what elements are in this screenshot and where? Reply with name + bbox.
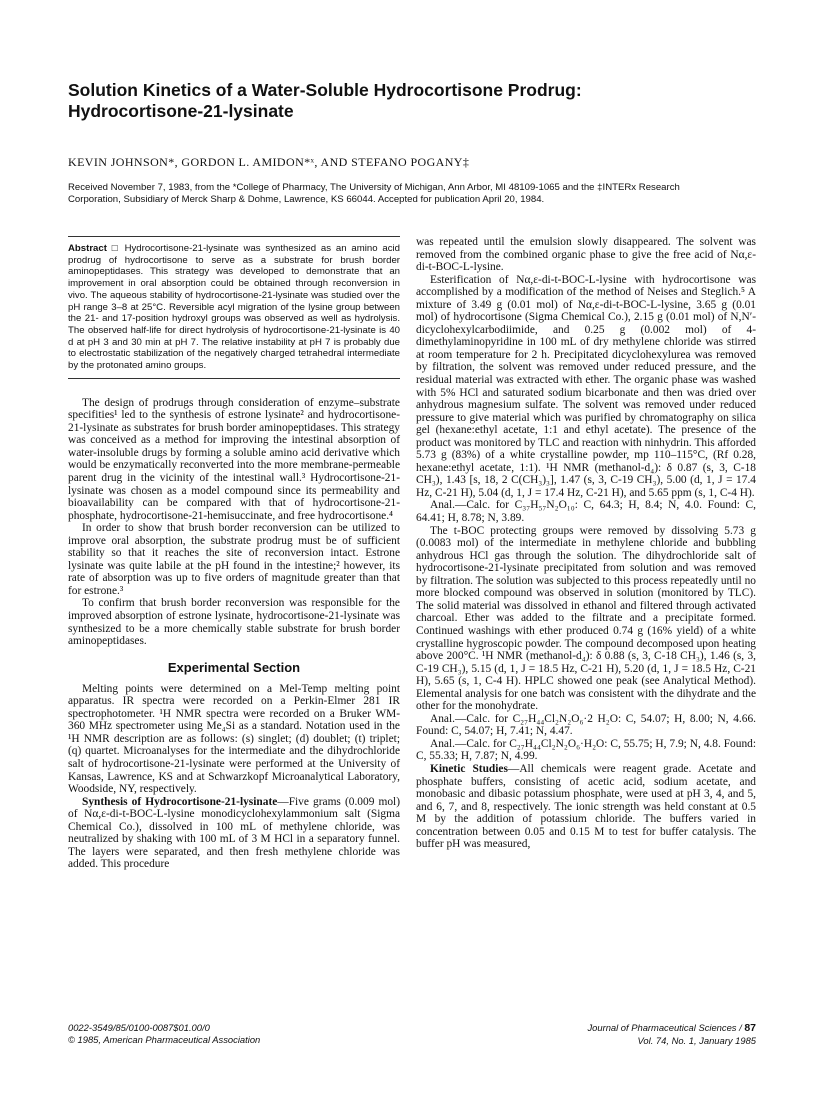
intro-paragraph: The design of prodrugs through consideration of enzyme–substrate specifities¹ led to the synthesis of estrone lysinate² and hydrocortisone-21-lysinate as substrates for brush border aminopeptidases. This strategy was conceived as a method for improving the intestinal absorption of water-insoluble drugs by forming a soluble amino acid derivative which would be enzymatically reconverted into the more membrane-permeable parent drug in the vicinity of the intestinal wall.³ Hydrocortisone-21-lysinate was chosen as a model compound since its permeability and bioavailability can be compared with that of hydrocortisone-21-phosphate, hydrocortisone-21-hemisuccinate, and free hydrocortisone.⁴ [68,396,400,522]
journal-volume: Vol. 74, No. 1, January 1985 [637,1034,756,1046]
introduction [68,397,400,648]
paper-title: Solution Kinetics of a Water-Soluble Hydrocortisone Prodrug: Hydrocortisone-21-lysinate [68,80,582,121]
kinetic-heading: Kinetic Studies [430,762,508,775]
experimental-paragraph: Melting points were determined on a Mel-Temp melting point apparatus. IR spectra were recorded on a Perkin-Elmer 281 IR spectrophotometer. ¹H NMR spectra were recorded on a Bruker WM-360 MHz spectrometer using Me₄Si as a standard. Notation used in the ¹H NMR description are as follows: (s) singlet; (d) doublet; (t) triplet; (q) quartet. Microanalyses for the intermediate and the dihydrochloride salt of hydrocortisone-21-lysinate were performed at the University of Kansas, Lawrence, KS and at Schwarzkopf Microanalytical Laboratory, Woodside, NY, respectively. [68,682,400,796]
received-line-1: Received November 7, 1983, from the *College of Pharmacy, The University of Michigan, Ann Arbor, MI 48109-1065 and the ‡INTERx Research [68,182,680,193]
intro-paragraph: In order to show that brush border reconversion can be utilized to improve oral absorption, the substrate prodrug must be of sufficient stability so that it reaches the site of reconversion intact. Estrone lysinate was quite labile at the pH found in the intestine;² however, its rate of absorption was up to five orders of magnitude greater than that for estrone.³ [68,522,400,597]
left-column [68,236,400,871]
abstract-top-rule [68,236,400,237]
analysis-paragraph: Anal.—Calc. for C₃₇H₅₇N₂O₁₀: C, 64.3; H, 8.4; N, 4.0. Found: C, 64.41; H, 8.78; N, 3.89. [416,499,756,525]
author-list: KEVIN JOHNSON*, GORDON L. AMIDON*ˣ, AND STEFANO POGANY‡ [68,155,470,169]
body-paragraph: Esterification of Nα,ε-di-t-BOC-L-lysine with hydrocortisone was accomplished by a modification of the method of Neises and Steglich.⁵ A mixture of 3.49 g (0.01 mol) of Nα,ε-di-t-BOC-L-lysine, 3.65 g (0.01 mol) of hydrocortisone (Sigma Chemical Co.), 2.15 g (0.01 mol) of N,N′-dicyclohexylcarbodiimide, and 0.25 g (0.002 mol) of 4-dimethylaminopyridine in 100 mL of dry methylene chloride was stirred at room temperature for 2 h. Precipitated dicyclohexylurea was removed by filtration, the solvent was removed under reduced pressure, and the residual material was extracted with ether. The organic phase was washed with 5% HCl and saturated sodium bicarbonate and then was dried over anhydrous magnesium sulfate. The solvent was removed under reduced pressure to give material which was purified by chromatography on silica gel (hexane:ethyl acetate, 1:1 and ethyl acetate). The presence of the product was monitored by TLC and reaction with ninhydrin. This afforded 5.73 g (83%) of a white crystalline powder, mp 110–115°C, (Rf 0.28, hexane:ethyl acetate, 1:1). ¹H NMR (methanol-d₄): δ 0.87 (s, 3, C-18 CH₃), 1.43 [s, 18, 2 C(CH₃)₃], 1.47 (s, 3, C-19 CH₃), 5.00 (d, 1, J = 17.4 Hz, C-21 H), 5.04 (d, 1, J = 17.4 Hz, C-21 H), and 5.65 ppm (s, 1, C-4 H). [416,273,756,499]
synthesis-continued [416,236,756,851]
body-paragraph: was repeated until the emulsion slowly disappeared. The solvent was removed from the combined organic phase to give the free acid of Nα,ε-di-t-BOC-L-lysine. [416,236,756,274]
footer-right [560,1022,756,1046]
synthesis-heading: Synthesis of Hydrocortisone-21-lysinate [82,795,278,808]
intro-paragraph: To confirm that brush border reconversion was responsible for the improved absorption of estrone lysinate, hydrocortisone-21-lysinate was synthesized to be a more chemically stable substrate for brush border aminopeptidases. [68,597,400,648]
section-heading: Experimental Section [167,659,301,675]
kinetic-paragraph [416,763,756,851]
experimental-section [68,683,400,871]
footer-left [68,1022,260,1045]
synthesis-paragraph [68,796,400,871]
page-number: 87 [744,1022,756,1034]
footer-code: 0022-3549/85/0100-0087$01.00/0 [68,1022,210,1033]
analysis-paragraph: Anal.—Calc. for C₂₇H₄₄Cl₂N₂O₆·H₂O: C, 55.75; H, 7.9; N, 4.8. Found: C, 55.33; H, 7.87; N, 4.99. [416,737,756,763]
footer-copyright: © 1985, American Pharmaceutical Association [68,1033,261,1045]
right-column [416,236,756,851]
abstract-text: Hydrocortisone-21-lysinate was synthesized as an amino acid prodrug of hydrocortisone to serve as a substrate for brush border aminopeptidases. This strategy was developed to demonstrate that an improvement in oral absorption could be obtained through reconversion in vivo. The aqueous stability of hydrocortisone-21-lysinate was studied over the pH range 3–8 at 25°C. Reversible acyl migration of the lysine group between the 21- and 17-position hydroxyl groups was observed as well as hydrolysis. The observed half-life for direct hydrolysis of hydrocortisone-21-lysinate is 40 d at pH 3 and 30 min at pH 7. The relative instability at pH 7 is probably due to electrostatic stabilization of the negatively charged tetrahedral intermediate by the protonated amino groups. [68,243,400,372]
analysis-paragraph: Anal.—Calc. for C₂₇H₄₄Cl₂N₂O₆·2 H₂O: C, 54.07; H, 8.00; N, 4.66. Found: C, 54.07; H, 7.41; N, 4.47. [416,712,756,738]
body-paragraph: The t-BOC protecting groups were removed by dissolving 5.73 g (0.0083 mol) of the intermediate in methylene chloride and bubbling anhydrous HCl gas through the solution. The dihydrochloride salt of hydrocortisone-21-lysinate precipitated from solution and was removed by filtration. The solution was subjected to this process repeatedly until no more blocked compound was observed in solution (monitored by TLC). The solid material was dissolved in ethanol and filtered through activated charcoal. Ether was added to the filtrate and a precipitate formed. Continued washings with ether produced 0.74 g (16% yield) of a white crystalline hygroscopic powder. The compound decomposed upon heating above 200°C. ¹H NMR (methanol-d₄): δ 0.88 (s, 3, C-18 CH₃), 1.46 (s, 3, C-19 CH₃), 5.15 (d, 1, J = 18.5 Hz, C-21 H), 5.20 (d, 1, J = 18.5 Hz, C-21 H), 5.65 (s, 1, C-4 H). HPLC showed one peak (see Analytical Method). Elemental analysis for one batch was consistent with the dihydrate and the other for the monohydrate. [416,524,756,713]
received-note [68,182,768,205]
received-line-2: Corporation, Subsidiary of Merck Sharp & Dohme, Lawrence, KS 66044. Accepted for publication April 20, 1984. [68,193,545,205]
abstract-label: Abstract □ [68,243,120,254]
abstract [68,243,400,372]
kinetic-text: —All chemicals were reagent grade. Acetate and phosphate buffers, consisting of acetic acid, sodium acetate, and monobasic and dibasic potassium phosphate, were used at pH 3, 4, and 5, and 6, 7, and 8, respectively. The ionic strength was held constant at 0.5 M by the addition of potassium chloride. The buffers varied in concentration between 0.05 and 0.15 M to test for buffer catalysis. The buffer pH was measured, [416,762,756,851]
journal-name: Journal of Pharmaceutical Sciences / [587,1022,742,1033]
synthesis-text: —Five grams (0.009 mol) of Nα,ε-di-t-BOC-L-lysine monodicyclohexylammonium salt (Sigma Chemical Co.), dissolved in 100 mL of methylene chloride, was neutralized by shaking with 100 mL of 3 M HCl in a separatory funnel. The layers were separated, and then fresh methylene chloride was added. This procedure [68,795,400,871]
